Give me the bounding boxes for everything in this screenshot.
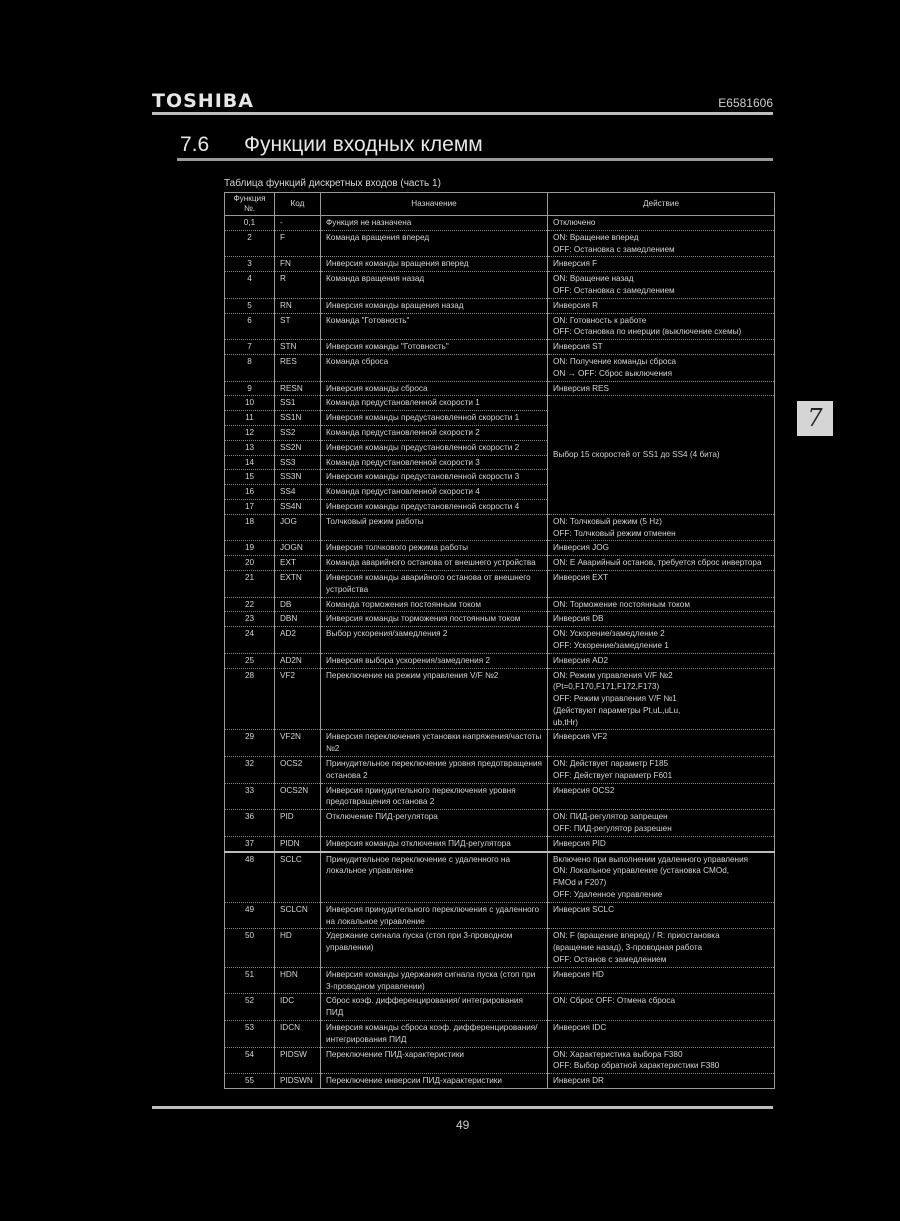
table-row — [225, 929, 775, 967]
table-row — [225, 994, 775, 1021]
func-action: Инверсия SCLC — [548, 902, 775, 929]
section-number: 7.6 — [180, 133, 210, 156]
func-code: SCLC — [275, 852, 321, 903]
func-action: Включено при выполнении удаленного управления ON: Локальное управление (установка CMOd, FMOd и F207) OFF: Удаленное управление — [548, 852, 775, 903]
table-row — [225, 757, 775, 784]
func-action: ON: Торможение постоянным током — [548, 597, 775, 612]
func-code: RESN — [275, 381, 321, 396]
func-no: 10 — [225, 396, 275, 411]
func-no: 20 — [225, 556, 275, 571]
func-purpose: Инверсия выбора ускорения/замедления 2 — [321, 653, 548, 668]
func-no: 7 — [225, 340, 275, 355]
table-row — [225, 612, 775, 627]
table-row — [225, 313, 775, 340]
func-no: 2 — [225, 230, 275, 257]
func-code: PIDN — [275, 836, 321, 851]
func-purpose: Команда предустановленной скорости 4 — [321, 485, 548, 500]
func-no: 9 — [225, 381, 275, 396]
func-code: SCLCN — [275, 902, 321, 929]
func-no: 5 — [225, 298, 275, 313]
func-purpose: Толчковый режим работы — [321, 514, 548, 541]
func-code: HD — [275, 929, 321, 967]
func-code: AD2 — [275, 627, 321, 654]
func-action: Инверсия F — [548, 257, 775, 272]
func-no: 25 — [225, 653, 275, 668]
func-purpose: Инверсия толчкового режима работы — [321, 541, 548, 556]
func-no: 3 — [225, 257, 275, 272]
func-code: PIDSWN — [275, 1074, 321, 1089]
func-no: 49 — [225, 902, 275, 929]
func-no: 23 — [225, 612, 275, 627]
func-code: - — [275, 216, 321, 231]
func-no: 37 — [225, 836, 275, 851]
func-purpose: Команда "Готовность" — [321, 313, 548, 340]
col-header-func: Функция №. — [225, 193, 275, 216]
func-action: ON: Действует параметр F185 OFF: Действует параметр F601 — [548, 757, 775, 784]
func-code: STN — [275, 340, 321, 355]
func-code: VF2 — [275, 668, 321, 730]
func-code: PIDSW — [275, 1047, 321, 1074]
func-action: Инверсия PID — [548, 836, 775, 851]
table-row — [225, 257, 775, 272]
header-rule — [152, 112, 773, 115]
func-purpose: Переключение ПИД-характеристики — [321, 1047, 548, 1074]
table-row — [225, 1074, 775, 1089]
table-row — [225, 967, 775, 994]
func-code: EXT — [275, 556, 321, 571]
func-code: SS3N — [275, 470, 321, 485]
func-purpose: Инверсия команды предустановленной скорости 3 — [321, 470, 548, 485]
func-action: Инверсия OCS2 — [548, 783, 775, 810]
func-no: 13 — [225, 440, 275, 455]
func-no: 51 — [225, 967, 275, 994]
table-row — [225, 381, 775, 396]
table-row — [225, 570, 775, 597]
table-row — [225, 541, 775, 556]
func-action: ON: Получение команды сброса ON → OFF: Сброс выключения — [548, 354, 775, 381]
func-purpose: Команда предустановленной скорости 2 — [321, 425, 548, 440]
func-action: Инверсия HD — [548, 967, 775, 994]
col-header-purpose: Назначение — [321, 193, 548, 216]
func-no: 33 — [225, 783, 275, 810]
section-title: Функции входных клемм — [244, 133, 483, 156]
func-no: 11 — [225, 411, 275, 426]
func-code: AD2N — [275, 653, 321, 668]
func-code: F — [275, 230, 321, 257]
func-purpose: Функция не назначена — [321, 216, 548, 231]
page-number: 49 — [456, 1118, 470, 1132]
table-row — [225, 230, 775, 257]
table-row — [225, 627, 775, 654]
func-code: PID — [275, 810, 321, 837]
func-purpose: Инверсия команды предустановленной скорости 4 — [321, 499, 548, 514]
chapter-tab: 7 — [797, 401, 833, 436]
func-no: 0,1 — [225, 216, 275, 231]
func-no: 54 — [225, 1047, 275, 1074]
func-action: Инверсия EXT — [548, 570, 775, 597]
table-row — [225, 514, 775, 541]
toshiba-logo: TOSHIBA — [152, 90, 254, 112]
col-header-code: Код — [275, 193, 321, 216]
func-purpose: Инверсия переключения установки напряжения/частоты №2 — [321, 730, 548, 757]
func-code: SS2 — [275, 425, 321, 440]
func-action: ON: Характеристика выбора F380 OFF: Выбор обратной характеристики F380 — [548, 1047, 775, 1074]
func-action: ON: Толчковый режим (5 Hz) OFF: Толчковый режим отменен — [548, 514, 775, 541]
func-code: IDC — [275, 994, 321, 1021]
func-no: 36 — [225, 810, 275, 837]
func-action: ON: Готовность к работе OFF: Остановка по инерции (выключение схемы) — [548, 313, 775, 340]
func-purpose: Инверсия команды аварийного останова от внешнего устройства — [321, 570, 548, 597]
func-purpose: Команда торможения постоянным током — [321, 597, 548, 612]
col-header-action: Действие — [548, 193, 775, 216]
func-purpose: Отключение ПИД-регулятора — [321, 810, 548, 837]
func-purpose: Принудительное переключение уровня предотвращения останова 2 — [321, 757, 548, 784]
func-purpose: Команда сброса — [321, 354, 548, 381]
func-action: Отключено — [548, 216, 775, 231]
func-no: 18 — [225, 514, 275, 541]
func-purpose: Инверсия команды предустановленной скорости 1 — [321, 411, 548, 426]
func-code: JOG — [275, 514, 321, 541]
func-purpose: Команда предустановленной скорости 3 — [321, 455, 548, 470]
func-code: RES — [275, 354, 321, 381]
func-action: Инверсия DR — [548, 1074, 775, 1089]
func-action: Инверсия AD2 — [548, 653, 775, 668]
func-code: SS4 — [275, 485, 321, 500]
table-row — [225, 298, 775, 313]
func-code: OCS2N — [275, 783, 321, 810]
func-purpose: Инверсия команды сброса коэф. дифференцирования/интегрирования ПИД — [321, 1021, 548, 1048]
func-code: DBN — [275, 612, 321, 627]
func-no: 8 — [225, 354, 275, 381]
func-purpose: Инверсия принудительного переключения уровня предотвращения останова 2 — [321, 783, 548, 810]
func-purpose: Команда вращения вперед — [321, 230, 548, 257]
func-code: SS4N — [275, 499, 321, 514]
func-action: Выбор 15 скоростей от SS1 до SS4 (4 бита) — [548, 396, 775, 514]
table-row — [225, 556, 775, 571]
func-purpose: Инверсия принудительного переключения с удаленного на локальное управление — [321, 902, 548, 929]
func-code: FN — [275, 257, 321, 272]
table-row — [225, 852, 775, 903]
func-purpose: Инверсия команды сброса — [321, 381, 548, 396]
func-no: 50 — [225, 929, 275, 967]
func-no: 15 — [225, 470, 275, 485]
table-row — [225, 1047, 775, 1074]
func-no: 12 — [225, 425, 275, 440]
func-no: 4 — [225, 272, 275, 299]
table-row — [225, 216, 775, 231]
func-code: SS3 — [275, 455, 321, 470]
func-no: 17 — [225, 499, 275, 514]
table-row — [225, 272, 775, 299]
func-code: OCS2 — [275, 757, 321, 784]
table-row — [225, 668, 775, 730]
func-purpose: Инверсия команды "Готовность" — [321, 340, 548, 355]
func-no: 32 — [225, 757, 275, 784]
func-purpose: Принудительное переключение с удаленного на локальное управление — [321, 852, 548, 903]
table-header-row — [225, 193, 775, 216]
func-action: ON: Режим управления V/F №2 (Pt=0,F170,F171,F172,F173) OFF: Режим управления V/F №1 (Действуют параметры Pt,uL,uLu, ub,tHr) — [548, 668, 775, 730]
func-action: Инверсия VF2 — [548, 730, 775, 757]
func-code: JOGN — [275, 541, 321, 556]
func-action: Инверсия DB — [548, 612, 775, 627]
func-purpose: Инверсия команды вращения вперед — [321, 257, 548, 272]
func-no: 52 — [225, 994, 275, 1021]
func-action: ON: Сброс OFF: Отмена сброса — [548, 994, 775, 1021]
func-purpose: Переключение на режим управления V/F №2 — [321, 668, 548, 730]
func-action: ON: Вращение назад OFF: Остановка с замедлением — [548, 272, 775, 299]
func-purpose: Инверсия команды предустановленной скорости 2 — [321, 440, 548, 455]
func-action: Инверсия IDC — [548, 1021, 775, 1048]
func-purpose: Команда аварийного останова от внешнего устройства — [321, 556, 548, 571]
func-purpose: Инверсия команды отключения ПИД-регулятора — [321, 836, 548, 851]
func-purpose: Инверсия команды торможения постоянным током — [321, 612, 548, 627]
func-no: 29 — [225, 730, 275, 757]
func-purpose: Команда вращения назад — [321, 272, 548, 299]
table-caption: Таблица функций дискретных входов (часть 1) — [224, 178, 441, 189]
table-row — [225, 354, 775, 381]
table-row — [225, 836, 775, 851]
func-code: VF2N — [275, 730, 321, 757]
func-no: 24 — [225, 627, 275, 654]
table-row — [225, 902, 775, 929]
func-code: R — [275, 272, 321, 299]
func-no: 53 — [225, 1021, 275, 1048]
func-purpose: Переключение инверсии ПИД-характеристики — [321, 1074, 548, 1089]
func-action: Инверсия R — [548, 298, 775, 313]
func-code: EXTN — [275, 570, 321, 597]
func-purpose: Команда предустановленной скорости 1 — [321, 396, 548, 411]
func-code: SS2N — [275, 440, 321, 455]
func-action: Инверсия ST — [548, 340, 775, 355]
func-action: ON: ПИД-регулятор запрещен OFF: ПИД-регулятор разрешен — [548, 810, 775, 837]
func-code: HDN — [275, 967, 321, 994]
table-row — [225, 653, 775, 668]
table-row — [225, 340, 775, 355]
document-number: E6581606 — [718, 96, 773, 110]
func-purpose: Инверсия команды вращения назад — [321, 298, 548, 313]
func-action: Инверсия JOG — [548, 541, 775, 556]
func-code: RN — [275, 298, 321, 313]
func-purpose: Инверсия команды удержания сигнала пуска (стоп при 3-проводном управлении) — [321, 967, 548, 994]
func-no: 6 — [225, 313, 275, 340]
table-row — [225, 783, 775, 810]
input-functions-table — [224, 192, 775, 1089]
table-row — [225, 810, 775, 837]
func-no: 21 — [225, 570, 275, 597]
func-action: ON: E Аварийный останов, требуется сброс инвертора — [548, 556, 775, 571]
func-code: ST — [275, 313, 321, 340]
table-row — [225, 730, 775, 757]
func-code: DB — [275, 597, 321, 612]
func-no: 14 — [225, 455, 275, 470]
section-rule — [177, 158, 773, 161]
func-no: 16 — [225, 485, 275, 500]
table-row — [225, 396, 775, 411]
func-action: ON: F (вращение вперед) / R: приостановка (вращение назад), 3-проводная работа OFF: Останов с замедлением — [548, 929, 775, 967]
func-action: ON: Ускорение/замедление 2 OFF: Ускорение/замедление 1 — [548, 627, 775, 654]
table-row — [225, 597, 775, 612]
func-purpose: Удержание сигнала пуска (стоп при 3-проводном управлении) — [321, 929, 548, 967]
func-purpose: Выбор ускорения/замедления 2 — [321, 627, 548, 654]
func-no: 55 — [225, 1074, 275, 1089]
func-no: 22 — [225, 597, 275, 612]
table-row — [225, 1021, 775, 1048]
func-code: SS1 — [275, 396, 321, 411]
func-code: IDCN — [275, 1021, 321, 1048]
func-no: 28 — [225, 668, 275, 730]
func-purpose: Сброс коэф. дифференцирования/ интегрирования ПИД — [321, 994, 548, 1021]
func-action: ON: Вращение вперед OFF: Остановка с замедлением — [548, 230, 775, 257]
func-action: Инверсия RES — [548, 381, 775, 396]
func-code: SS1N — [275, 411, 321, 426]
func-no: 19 — [225, 541, 275, 556]
func-no: 48 — [225, 852, 275, 903]
footer-rule — [152, 1106, 773, 1109]
